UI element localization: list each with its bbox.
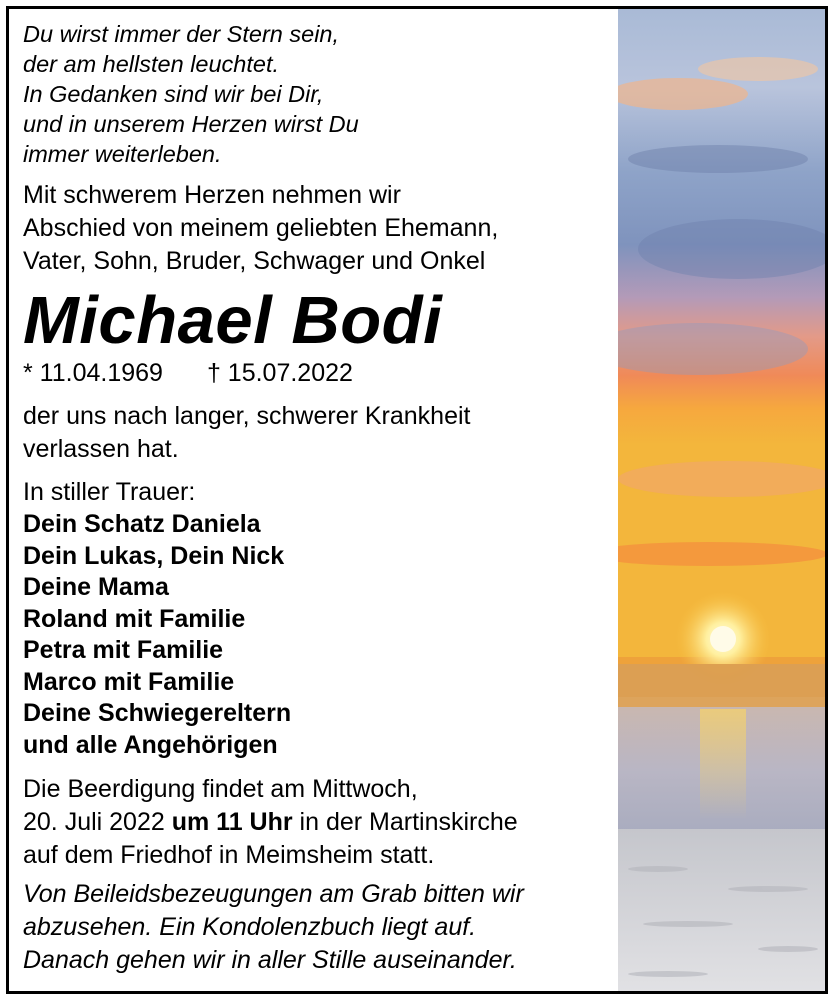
- funeral-place: in der Martinskirche: [292, 808, 518, 836]
- closing-line: Von Beileidsbezeugungen am Grab bitten wir: [23, 880, 524, 908]
- mourner: Dein Schatz Daniela: [23, 510, 261, 538]
- funeral-time: um 11 Uhr: [171, 808, 293, 836]
- obituary-text: [23, 19, 623, 977]
- obituary-frame: [6, 6, 828, 994]
- life-dates: [23, 358, 623, 388]
- poem-line: und in unserem Herzen wirst Du: [23, 111, 359, 137]
- closing-line: abzusehen. Ein Kondolenzbuch liegt auf.: [23, 913, 477, 941]
- mourner: Deine Mama: [23, 573, 169, 601]
- poem: [23, 19, 623, 169]
- funeral-info: [23, 773, 623, 872]
- poem-line: der am hellsten leuchtet.: [23, 51, 280, 77]
- poem-line: immer weiterleben.: [23, 141, 222, 167]
- cause-text: [23, 400, 623, 466]
- birth-date: * 11.04.1969: [23, 359, 163, 387]
- poem-line: Du wirst immer der Stern sein,: [23, 21, 340, 47]
- mourner: Roland mit Familie: [23, 604, 246, 633]
- deceased-name: Michael Bodi: [23, 283, 443, 358]
- cause-line: verlassen hat.: [23, 435, 179, 463]
- mourner: Deine Schwiegereltern: [23, 699, 292, 727]
- funeral-date: 20. Juli 2022: [23, 808, 172, 836]
- funeral-line: [23, 806, 623, 839]
- funeral-line: auf dem Friedhof in Meimsheim statt.: [23, 841, 435, 869]
- intro-line: Abschied von meinem geliebten Ehemann,: [23, 214, 499, 242]
- mourners-list: [23, 509, 623, 761]
- intro-line: Mit schwerem Herzen nehmen wir: [23, 181, 401, 209]
- funeral-line: Die Beerdigung findet am Mittwoch,: [23, 775, 418, 803]
- mourning-intro: In stiller Trauer:: [23, 478, 196, 506]
- mourner: Dein Lukas, Dein Nick: [23, 541, 285, 570]
- death-date: † 15.07.2022: [206, 359, 353, 387]
- mourner: Marco mit Familie: [23, 667, 235, 696]
- sunset-photo: [618, 9, 828, 994]
- cause-line: der uns nach langer, schwerer Krankheit: [23, 402, 471, 430]
- intro-text: [23, 179, 623, 278]
- intro-line: Vater, Sohn, Bruder, Schwager und Onkel: [23, 247, 486, 275]
- closing-line: Danach gehen wir in aller Stille auseinander.: [23, 946, 517, 974]
- mourner: und alle Angehörigen: [23, 730, 278, 759]
- poem-line: In Gedanken sind wir bei Dir,: [23, 81, 324, 107]
- mourner: Petra mit Familie: [23, 636, 224, 664]
- closing-note: [23, 878, 623, 977]
